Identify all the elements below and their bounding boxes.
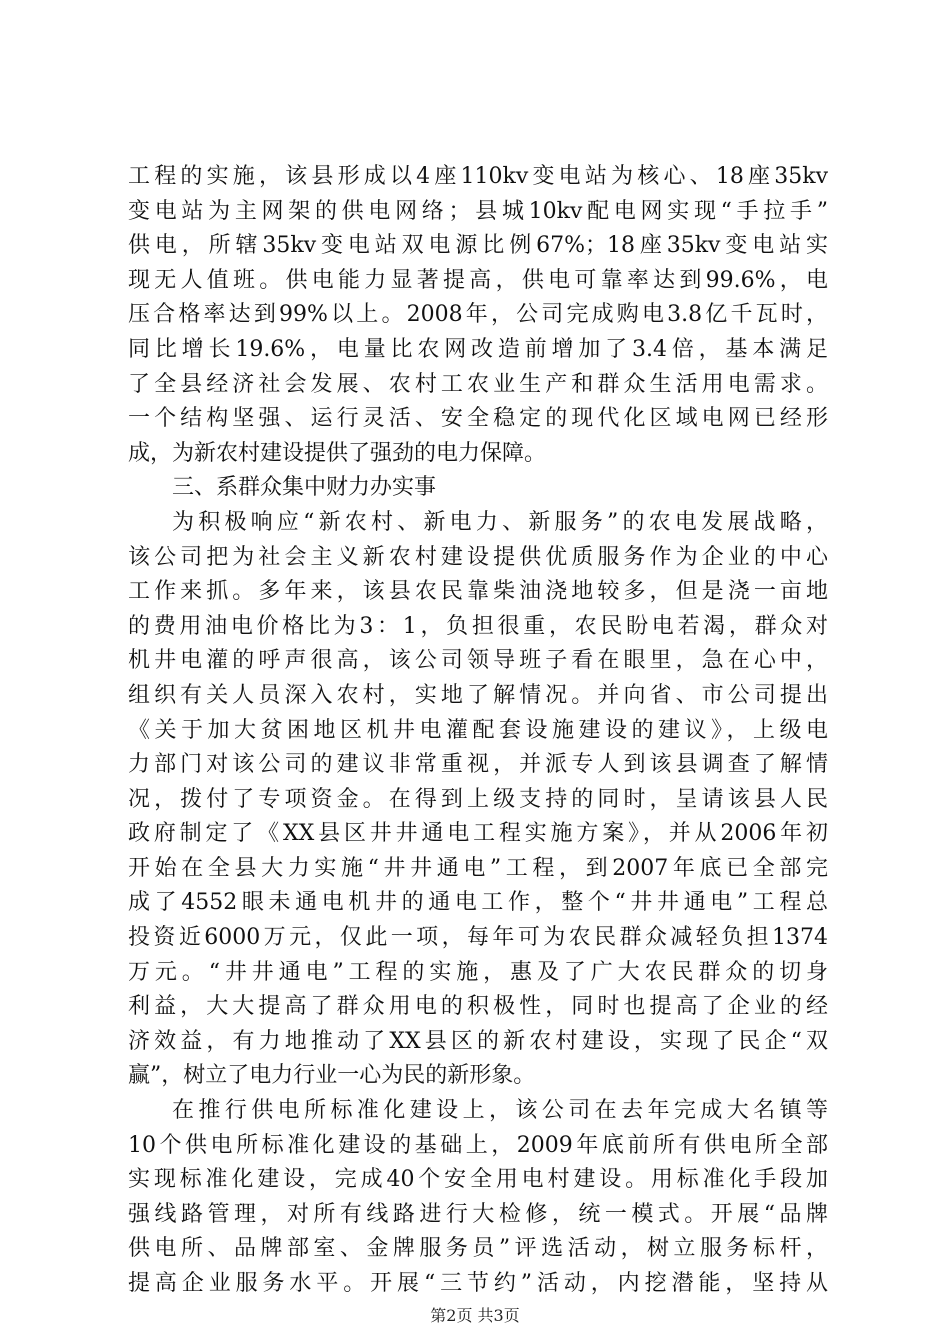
text-line: 投资近6000万元，仅此一项，每年可为农民群众减轻负担1374 xyxy=(128,925,828,951)
text-line: 力部门对该公司的建议非常重视，并派专人到该县调查了解情 xyxy=(128,752,828,778)
document-body xyxy=(128,160,828,1302)
text-line: 三、系群众集中财力办实事 xyxy=(172,475,437,501)
text-line: 10个供电所标准化建设的基础上，2009年底前所有供电所全部 xyxy=(128,1132,828,1158)
page-footer: 第2页 共3页 xyxy=(430,1306,520,1325)
text-line: 强线路管理，对所有线路进行大检修，统一模式。开展“品牌 xyxy=(128,1201,828,1227)
text-line: 了全县经济社会发展、农村工农业生产和群众生活用电需求。 xyxy=(128,371,828,397)
text-line: 济效益，有力地推动了XX县区的新农村建设，实现了民企“双 xyxy=(128,1028,828,1054)
text-line: 供电所、品牌部室、金牌服务员”评选活动，树立服务标杆， xyxy=(128,1236,828,1262)
text-line: 在推行供电所标准化建设上，该公司在去年完成大名镇等 xyxy=(172,1098,828,1124)
text-line: 的费用油电价格比为3：1，负担很重，农民盼电若渴，群众对 xyxy=(128,613,828,639)
text-line: 成，为新农村建设提供了强劲的电力保障。 xyxy=(128,440,547,466)
text-line: 成了4552眼未通电机井的通电工作，整个“井井通电”工程总 xyxy=(128,890,828,916)
text-line: 实现标准化建设，完成40个安全用电村建设。用标准化手段加 xyxy=(128,1167,828,1193)
text-line: 压合格率达到99%以上。2008年，公司完成购电3.8亿千瓦时， xyxy=(128,302,828,328)
text-line: 况，拨付了专项资金。在得到上级支持的同时，呈请该县人民 xyxy=(128,786,828,812)
text-line: 变电站为主网架的供电网络；县城10kv配电网实现“手拉手” xyxy=(128,198,828,224)
text-line: 为积极响应“新农村、新电力、新服务”的农电发展战略， xyxy=(172,509,828,535)
text-line: 开始在全县大力实施“井井通电”工程，到2007年底已全部完 xyxy=(128,855,828,881)
text-line: 一个结构坚强、运行灵活、安全稳定的现代化区域电网已经形 xyxy=(128,406,828,432)
text-line: 《关于加大贫困地区机井电灌配套设施建设的建议》，上级电 xyxy=(128,717,828,743)
text-line: 组织有关人员深入农村，实地了解情况。并向省、市公司提出 xyxy=(128,682,828,708)
text-line: 工程的实施，该县形成以4座110kv变电站为核心、18座35kv xyxy=(128,164,828,189)
text-line: 供电，所辖35kv变电站双电源比例67%；18座35kv变电站实 xyxy=(128,233,828,259)
text-line: 该公司把为社会主义新农村建设提供优质服务作为企业的中心 xyxy=(128,544,828,570)
text-line: 机井电灌的呼声很高，该公司领导班子看在眼里，急在心中， xyxy=(128,648,828,674)
text-line: 现无人值班。供电能力显著提高，供电可靠率达到99.6%，电 xyxy=(128,267,828,293)
text-line: 利益，大大提高了群众用电的积极性，同时也提高了企业的经 xyxy=(128,994,828,1020)
text-line: 万元。“井井通电”工程的实施，惠及了广大农民群众的切身 xyxy=(128,959,828,985)
text-line: 同比增长19.6%，电量比农网改造前增加了3.4倍，基本满足 xyxy=(128,336,828,362)
text-line: 政府制定了《XX县区井井通电工程实施方案》，并从2006年初 xyxy=(128,821,828,847)
text-line: 提高企业服务水平。开展“三节约”活动，内挖潜能，坚持从 xyxy=(128,1271,828,1296)
text-line: 赢”，树立了电力行业一心为民的新形象。 xyxy=(128,1063,536,1089)
text-line: 工作来抓。多年来，该县农民靠柴油浇地较多，但是浇一亩地 xyxy=(128,579,828,605)
